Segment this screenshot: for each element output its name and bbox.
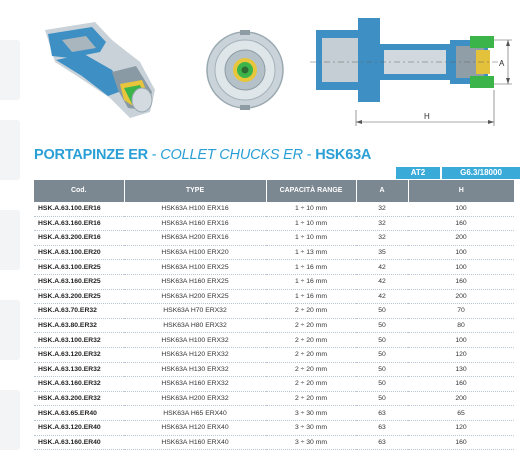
cell-h: 200	[408, 391, 514, 406]
cell-type: HSK63A H100 ERX20	[124, 245, 266, 260]
cell-h: 160	[408, 377, 514, 392]
cell-h: 100	[408, 202, 514, 216]
cell-code: HSK.A.63.100.ER32	[34, 333, 124, 348]
cell-type: HSK63A H200 ERX16	[124, 231, 266, 246]
cell-range: 1 ÷ 10 mm	[266, 202, 356, 216]
column-header-type: TYPE	[124, 180, 266, 202]
cell-code: HSK.A.63.160.ER40	[34, 435, 124, 450]
cell-a: 50	[356, 391, 408, 406]
cell-range: 2 ÷ 20 mm	[266, 318, 356, 333]
cell-type: HSK63A H200 ERX25	[124, 289, 266, 304]
page-title	[34, 147, 371, 163]
cell-a: 50	[356, 304, 408, 319]
cell-range: 1 ÷ 16 mm	[266, 260, 356, 275]
table-header-row	[34, 180, 514, 202]
table-row	[34, 318, 514, 333]
column-header-a: A	[356, 180, 408, 202]
table-row	[34, 391, 514, 406]
cell-a: 32	[356, 202, 408, 216]
cell-h: 120	[408, 347, 514, 362]
table-row	[34, 260, 514, 275]
cell-range: 3 ÷ 30 mm	[266, 435, 356, 450]
balance-class-badge: AT2	[396, 167, 440, 179]
cell-code: HSK.A.63.100.ER16	[34, 202, 124, 216]
cell-code: HSK.A.63.120.ER32	[34, 347, 124, 362]
cell-h: 65	[408, 406, 514, 421]
cell-range: 1 ÷ 16 mm	[266, 289, 356, 304]
product-table	[34, 180, 514, 450]
front-view-image	[207, 30, 283, 110]
column-header-h: H	[408, 180, 514, 202]
cell-a: 32	[356, 216, 408, 231]
cell-type: HSK63A H200 ERX32	[124, 391, 266, 406]
table-row	[34, 231, 514, 246]
cell-range: 1 ÷ 16 mm	[266, 274, 356, 289]
table-row	[34, 274, 514, 289]
cell-type: HSK63A H100 ERX32	[124, 333, 266, 348]
cell-range: 2 ÷ 20 mm	[266, 304, 356, 319]
dimension-h-label: H	[424, 112, 430, 121]
table-row	[34, 377, 514, 392]
cell-code: HSK.A.63.130.ER32	[34, 362, 124, 377]
table-row	[34, 202, 514, 216]
cell-code: HSK.A.63.160.ER25	[34, 274, 124, 289]
title-model: HSK63A	[315, 147, 372, 163]
cell-h: 120	[408, 420, 514, 435]
table-row	[34, 245, 514, 260]
cell-a: 50	[356, 362, 408, 377]
cell-type: HSK63A H160 ERX32	[124, 377, 266, 392]
cell-a: 42	[356, 260, 408, 275]
cell-h: 100	[408, 260, 514, 275]
cell-code: HSK.A.63.120.ER40	[34, 420, 124, 435]
balance-grade-badge: G6.3/18000	[442, 167, 520, 179]
product-illustrations	[0, 0, 523, 140]
cell-a: 50	[356, 333, 408, 348]
cell-type: HSK63A H120 ERX40	[124, 420, 266, 435]
cell-h: 200	[408, 289, 514, 304]
cell-type: HSK63A H65 ERX40	[124, 406, 266, 421]
cell-type: HSK63A H130 ERX32	[124, 362, 266, 377]
cell-h: 70	[408, 304, 514, 319]
cell-h: 160	[408, 216, 514, 231]
cell-a: 50	[356, 347, 408, 362]
cell-a: 50	[356, 318, 408, 333]
cell-a: 42	[356, 289, 408, 304]
cell-type: HSK63A H160 ERX40	[124, 435, 266, 450]
cell-code: HSK.A.63.65.ER40	[34, 406, 124, 421]
cell-range: 1 ÷ 10 mm	[266, 231, 356, 246]
cell-a: 42	[356, 274, 408, 289]
table-row	[34, 406, 514, 421]
cell-a: 35	[356, 245, 408, 260]
cell-code: HSK.A.63.100.ER20	[34, 245, 124, 260]
title-italian: PORTAPINZE ER	[34, 147, 148, 163]
table-row	[34, 347, 514, 362]
cell-code: HSK.A.63.80.ER32	[34, 318, 124, 333]
cell-code: HSK.A.63.200.ER32	[34, 391, 124, 406]
cell-code: HSK.A.63.200.ER16	[34, 231, 124, 246]
cell-type: HSK63A H100 ERX16	[124, 202, 266, 216]
cell-range: 2 ÷ 20 mm	[266, 377, 356, 392]
cell-code: HSK.A.63.160.ER16	[34, 216, 124, 231]
cell-h: 200	[408, 231, 514, 246]
cell-h: 160	[408, 435, 514, 450]
cell-h: 130	[408, 362, 514, 377]
table-row	[34, 420, 514, 435]
cell-range: 3 ÷ 30 mm	[266, 420, 356, 435]
cell-range: 2 ÷ 20 mm	[266, 333, 356, 348]
table-row	[34, 362, 514, 377]
cell-h: 100	[408, 333, 514, 348]
cell-type: HSK63A H100 ERX25	[124, 260, 266, 275]
cell-code: HSK.A.63.160.ER32	[34, 377, 124, 392]
cell-type: HSK63A H160 ERX25	[124, 274, 266, 289]
cell-a: 50	[356, 377, 408, 392]
cell-h: 160	[408, 274, 514, 289]
cutaway-view-image	[45, 22, 155, 118]
dimension-a-label: A	[499, 59, 505, 68]
cell-code: HSK.A.63.100.ER25	[34, 260, 124, 275]
cell-code: HSK.A.63.200.ER25	[34, 289, 124, 304]
table-row	[34, 289, 514, 304]
cell-code: HSK.A.63.70.ER32	[34, 304, 124, 319]
title-separator: -	[147, 147, 161, 163]
cell-h: 100	[408, 245, 514, 260]
cell-a: 63	[356, 406, 408, 421]
cell-range: 2 ÷ 20 mm	[266, 362, 356, 377]
table-row	[34, 435, 514, 450]
table-row	[34, 333, 514, 348]
title-separator: -	[302, 147, 316, 163]
title-english: COLLET CHUCKS ER	[160, 147, 303, 163]
cell-type: HSK63A H120 ERX32	[124, 347, 266, 362]
cell-type: HSK63A H80 ERX32	[124, 318, 266, 333]
cell-range: 1 ÷ 10 mm	[266, 216, 356, 231]
section-drawing	[310, 18, 512, 126]
spec-badges	[396, 167, 520, 179]
table-row	[34, 216, 514, 231]
table-row	[34, 304, 514, 319]
cell-a: 63	[356, 420, 408, 435]
cell-type: HSK63A H70 ERX32	[124, 304, 266, 319]
cell-range: 2 ÷ 20 mm	[266, 347, 356, 362]
column-header-code: Cod.	[34, 180, 124, 202]
cell-range: 2 ÷ 20 mm	[266, 391, 356, 406]
cell-range: 1 ÷ 13 mm	[266, 245, 356, 260]
cell-a: 32	[356, 231, 408, 246]
cell-h: 80	[408, 318, 514, 333]
cell-range: 3 ÷ 30 mm	[266, 406, 356, 421]
cell-a: 63	[356, 435, 408, 450]
column-header-range: CAPACITÀ RANGE	[266, 180, 356, 202]
cell-type: HSK63A H160 ERX16	[124, 216, 266, 231]
